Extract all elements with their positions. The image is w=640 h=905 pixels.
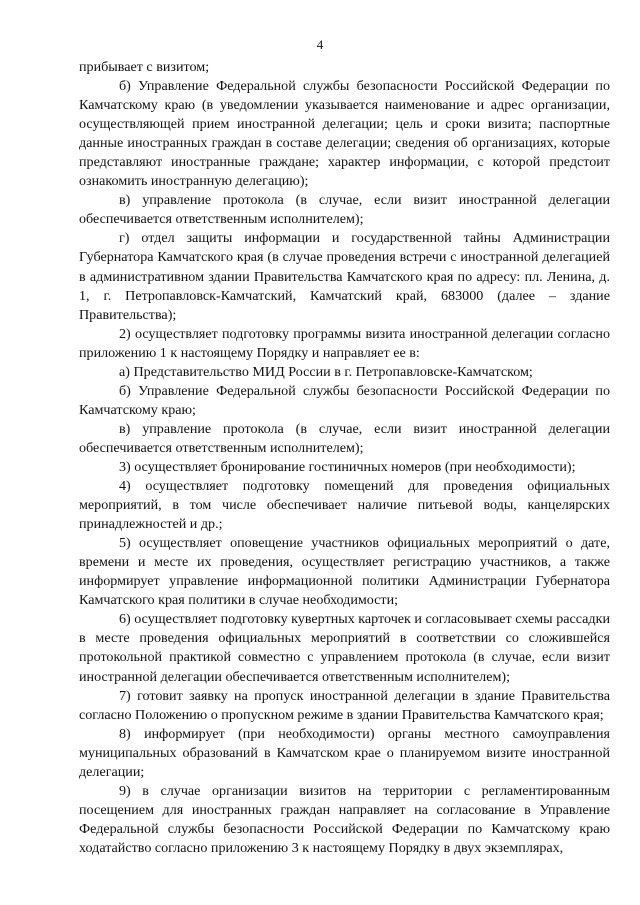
paragraph: 6) осуществляет подготовку кувертных карточек и согласовывает схемы рассадки в месте проведения официальных мероприятий в соответствии со сложившейся протокольной практикой совместно с управлением протокола (в случае, если визит иностранной делегации обеспечивается ответственным исполнителем); (79, 611, 610, 685)
paragraph: в) управление протокола (в случае, если визит иностранной делегации обеспечивается ответственным исполнителем); (79, 192, 610, 228)
paragraph: 7) готовит заявку на пропуск иностранной делегации в здание Правительства согласно Положению о пропускном режиме в здании Правительства Камчатского края; (79, 687, 610, 723)
page-number: 4 (316, 37, 324, 52)
paragraph: 5) осуществляет оповещение участников официальных мероприятий о дате, времени и месте их проведения, осуществляет регистрацию участников, а также информирует управление информационной политики Администрации Губернатора Камчатского края политики в случае необходимости; (79, 535, 610, 609)
paragraph: б) Управление Федеральной службы безопасности Российской Федерации по Камчатскому краю; (79, 382, 610, 418)
document-body (79, 58, 610, 858)
paragraph: прибывает с визитом; (79, 59, 210, 75)
paragraph: 9) в случае организации визитов на территории с регламентированным посещением для иностранных граждан направляет на согласование в Управление Федеральной службы безопасности Российской Федерации по Камчатскому краю ходатайство согласно приложению 3 к настоящему Порядку в двух экземплярах, (79, 782, 610, 856)
paragraph: в) управление протокола (в случае, если визит иностранной делегации обеспечивается ответственным исполнителем); (79, 420, 610, 456)
paragraph: 4) осуществляет подготовку помещений для проведения официальных мероприятий, в том числе обеспечивает наличие питьевой воды, канцелярских принадлежностей и др.; (79, 478, 610, 533)
paragraph: а) Представительство МИД России в г. Петропавловске-Камчатском; (119, 363, 533, 380)
paragraph: г) отдел защиты информации и государственной тайны Администрации Губернатора Камчатского края (в случае проведения встречи с иностранной делегацией в административном здании Правительства Камчатского края по адресу: пл. Ленина, д. 1, г. Петропавловск-Камчатский, Камчатский край, 683000 (далее – здание Правительства); (79, 230, 610, 323)
paragraph: 3) осуществляет бронирование гостиничных номеров (при необходимости); (119, 458, 576, 475)
paragraph: 2) осуществляет подготовку программы визита иностранной делегации согласно приложению 1 к настоящему Порядку и направляет ее в: (79, 325, 610, 361)
paragraph: б) Управление Федеральной службы безопасности Российской Федерации по Камчатскому краю (в уведомлении указывается наименование и адрес организации, осуществляющей прием иностранной делегации; цель и сроки визита; паспортные данные иностранных граждан в составе делегации; сведения об организациях, которые представляют иностранные граждане; характер информации, с которой предстоит ознакомить иностранную делегацию); (79, 78, 610, 190)
paragraph: 8) информирует (при необходимости) органы местного самоуправления муниципальных образований в Камчатском крае о планируемом визите иностранной делегации; (79, 725, 610, 780)
